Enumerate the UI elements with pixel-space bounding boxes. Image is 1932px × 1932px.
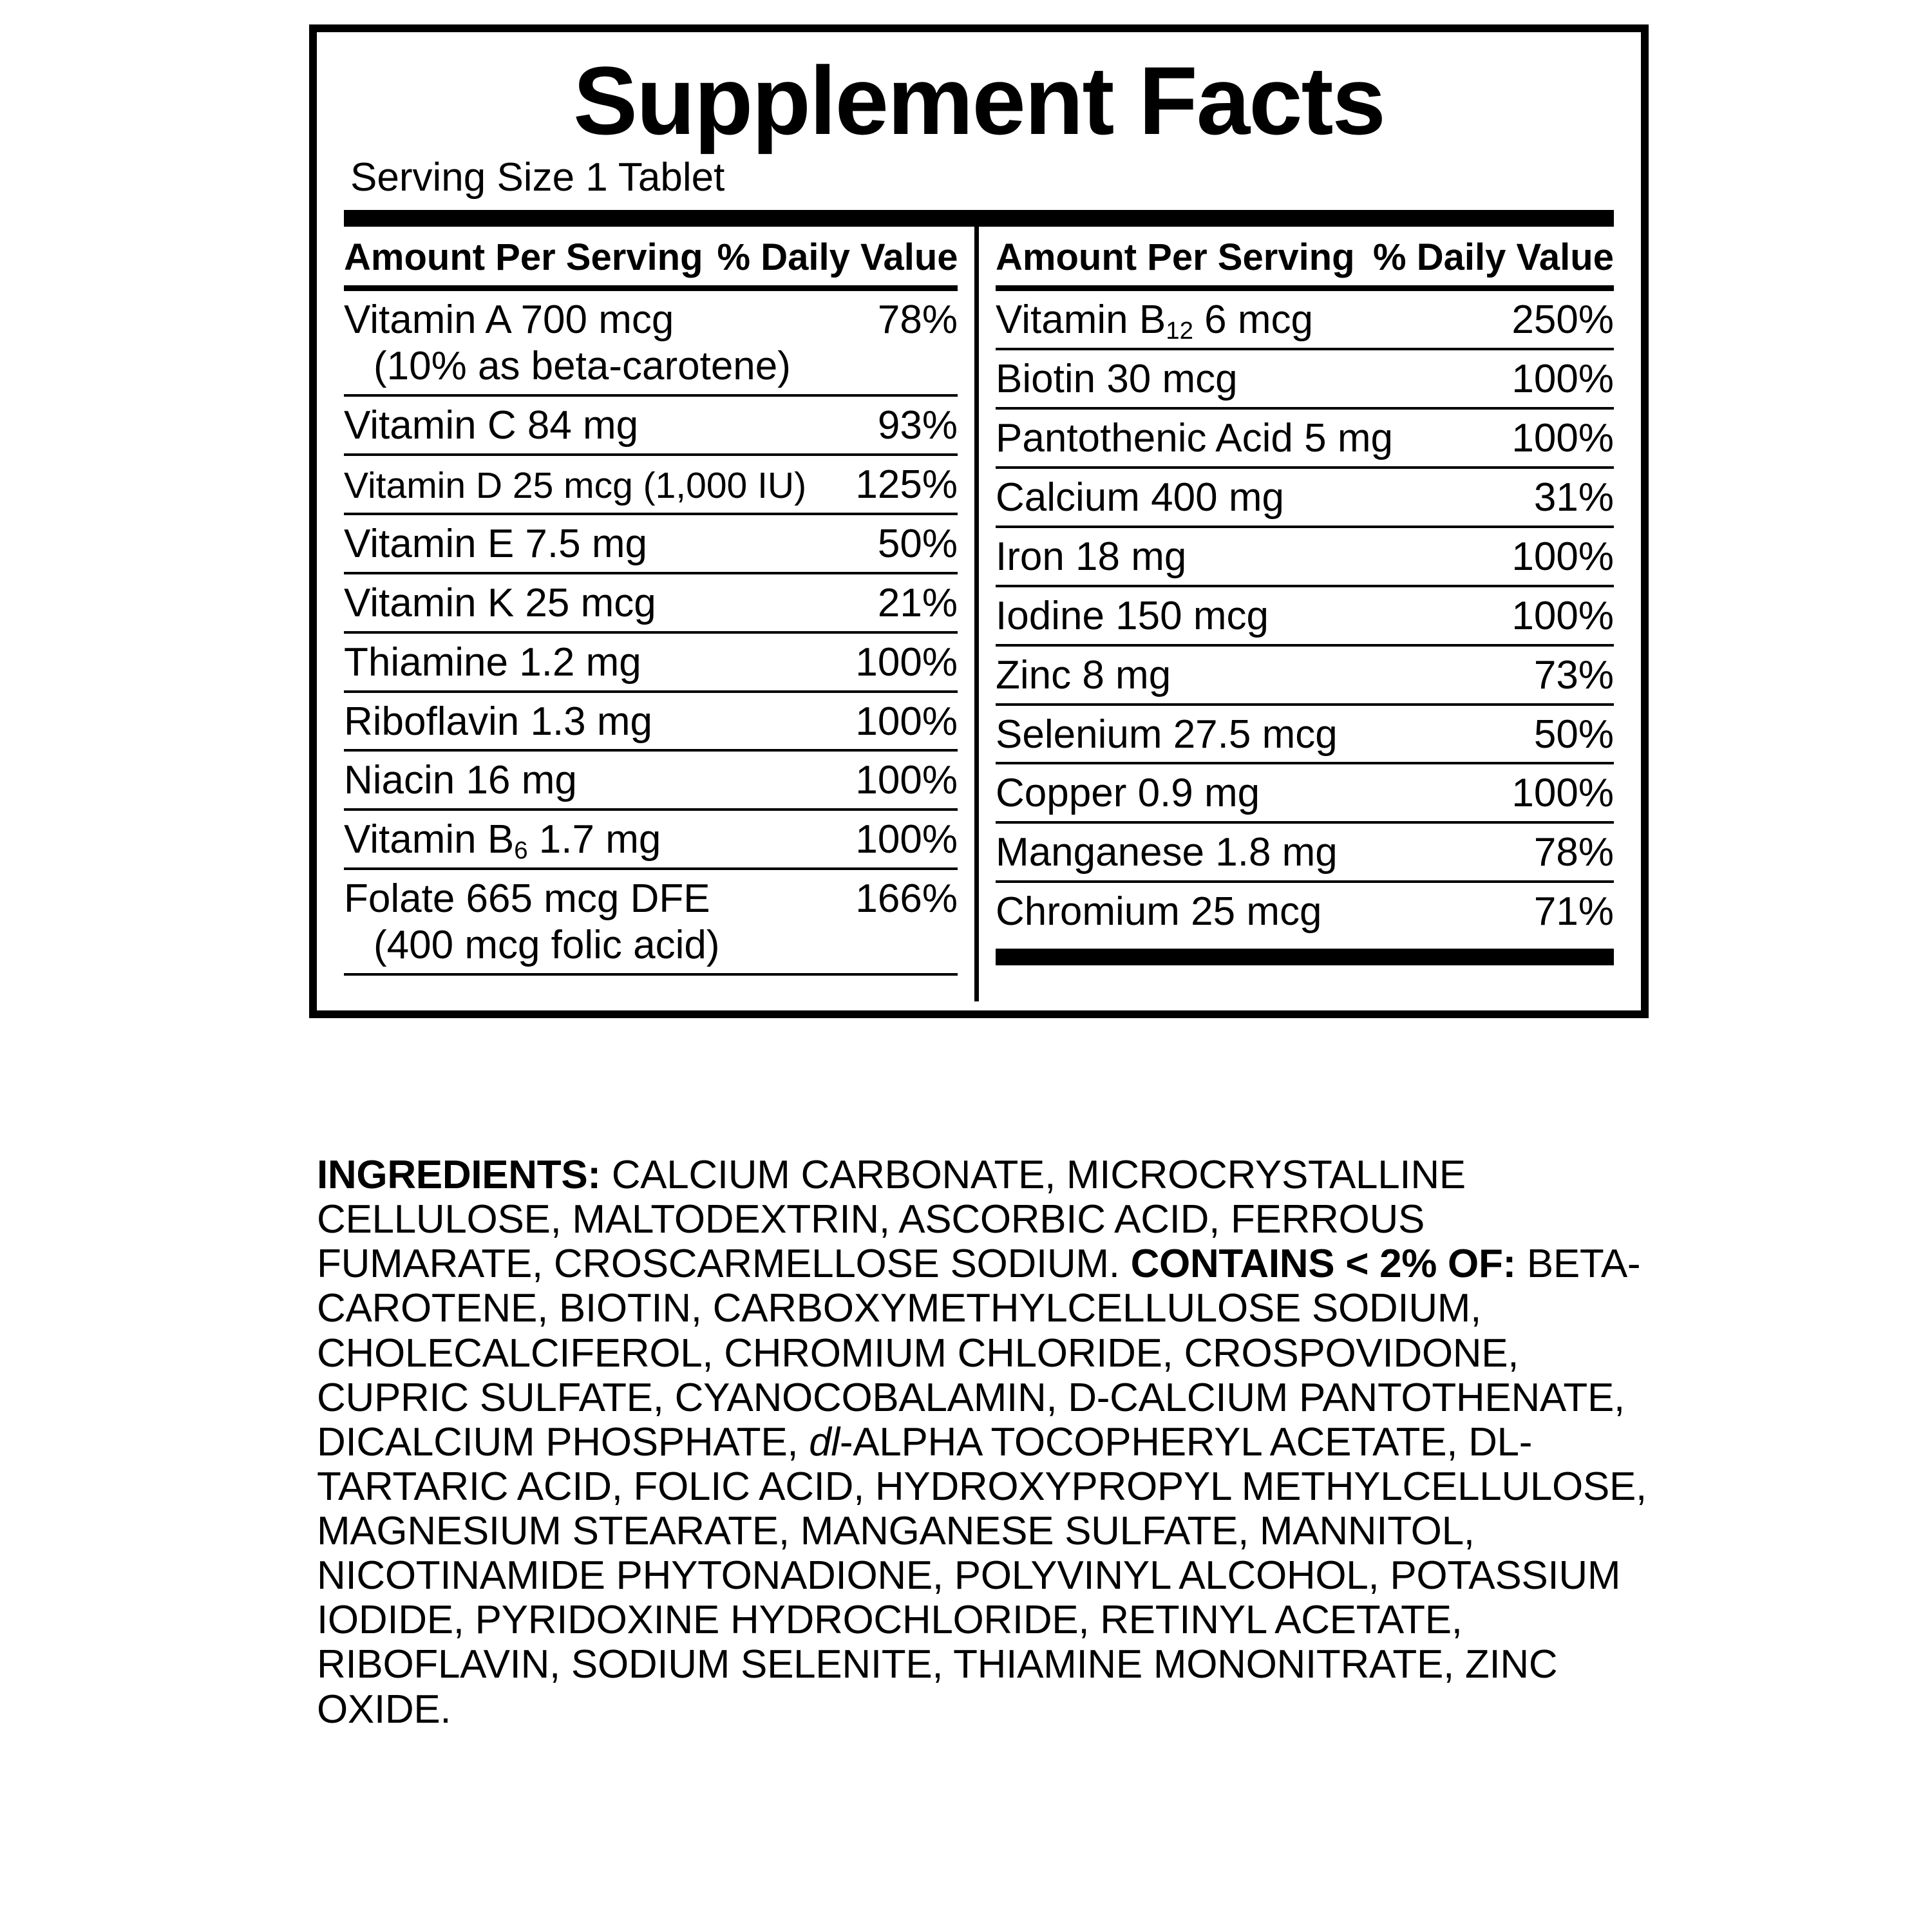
table-row xyxy=(996,587,1614,647)
nutrient-dv: 100% xyxy=(1511,357,1614,402)
nutrient-name: Vitamin K 25 mcg xyxy=(344,580,656,625)
daily-value-header: % Daily Value xyxy=(1373,236,1614,279)
nutrient-name: Vitamin D 25 mcg (1,000 IU) xyxy=(344,464,807,506)
table-row xyxy=(996,883,1614,940)
contains-less-than-2-percent-label: CONTAINS < 2% OF: xyxy=(1130,1242,1516,1287)
table-row xyxy=(996,764,1614,824)
nutrient-name-subscript: 12 xyxy=(1166,316,1193,345)
nutrient-name-suffix: 6 mcg xyxy=(1193,298,1314,343)
nutrient-name-prefix: Vitamin B xyxy=(996,298,1166,343)
nutrient-dv: 71% xyxy=(1533,889,1614,934)
nutrient-name: Copper 0.9 mg xyxy=(996,771,1260,816)
nutrient-name: Vitamin A 700 mcg xyxy=(344,298,674,343)
ingredients-italic-term: dl xyxy=(809,1419,840,1464)
nutrient-name: Folate 665 mcg DFE xyxy=(344,876,710,922)
amount-per-serving-header: Amount Per Serving xyxy=(996,236,1355,279)
nutrient-dv: 93% xyxy=(877,403,958,448)
nutrient-name-suffix: 1.7 mg xyxy=(527,817,661,862)
nutrient-dv: 100% xyxy=(1511,416,1614,460)
page-title: Supplement Facts xyxy=(573,46,1385,155)
nutrient-name: Iron 18 mg xyxy=(996,534,1187,579)
table-row xyxy=(344,515,958,574)
nutrient-dv: 78% xyxy=(1533,830,1614,875)
ingredients-paragraph xyxy=(317,1153,1650,1732)
nutrient-name xyxy=(344,817,840,863)
ingredients-part1: CALCIUM CARBONATE, MICROCRYSTALLINE CELLULOSE, MALTODEXTRIN, ASCORBIC ACID, FERROUS FUMARATE, CROSCARMELLOSE SODIUM. xyxy=(317,1153,1466,1287)
table-row xyxy=(344,574,958,634)
table-row xyxy=(344,456,958,515)
nutrient-columns xyxy=(344,227,1614,1001)
nutrient-dv: 100% xyxy=(855,639,958,685)
table-row xyxy=(996,647,1614,706)
nutrient-name: Vitamin E 7.5 mg xyxy=(344,521,647,566)
nutrient-name-prefix: Vitamin B xyxy=(344,817,515,862)
nutrient-name: Riboflavin 1.3 mg xyxy=(344,699,653,744)
nutrient-name: Zinc 8 mg xyxy=(996,652,1171,697)
table-row xyxy=(344,870,958,976)
nutrient-dv: 100% xyxy=(855,699,958,744)
serving-size: Serving Size 1 Tablet xyxy=(350,155,725,200)
left-column-spacer xyxy=(344,985,958,1001)
nutrient-name-subscript: 6 xyxy=(514,836,528,864)
column-header-left xyxy=(344,227,958,291)
ingredients-part2: BETA-CAROTENE, BIOTIN, CARBOXYMETHYLCELLULOSE SODIUM, CHOLECALCIFEROL, CHROMIUM CHLORIDE, CROSPOVIDONE, CUPRIC SULFATE, CYANOCOBALAMIN, D-CALCIUM PANTOTHENATE, DICALCIUM PHOSPHATE, xyxy=(317,1242,1641,1464)
nutrient-name: Pantothenic Acid 5 mg xyxy=(996,416,1393,460)
table-row xyxy=(344,291,958,397)
nutrient-dv: 78% xyxy=(877,298,958,343)
nutrient-dv: 50% xyxy=(1533,712,1614,757)
nutrient-dv: 50% xyxy=(877,521,958,566)
table-row xyxy=(996,291,1614,350)
ingredients-label: INGREDIENTS: xyxy=(317,1153,601,1197)
nutrient-dv: 100% xyxy=(855,758,958,803)
nutrient-name: Calcium 400 mg xyxy=(996,475,1284,520)
nutrient-dv: 166% xyxy=(855,876,958,922)
nutrient-dv: 73% xyxy=(1533,652,1614,697)
table-row xyxy=(344,752,958,811)
column-header-right xyxy=(996,227,1614,291)
nutrient-subline: (10% as beta-carotene) xyxy=(374,344,791,389)
nutrient-dv: 100% xyxy=(1511,771,1614,816)
header-divider xyxy=(344,210,1614,227)
nutrient-dv: 100% xyxy=(1511,593,1614,638)
right-column-end-bar xyxy=(996,949,1614,965)
nutrient-dv: 125% xyxy=(855,462,958,507)
nutrient-dv: 100% xyxy=(855,817,958,862)
nutrient-name: Thiamine 1.2 mg xyxy=(344,639,641,685)
nutrient-dv: 250% xyxy=(1511,298,1614,343)
nutrient-name: Selenium 27.5 mcg xyxy=(996,712,1338,757)
table-row xyxy=(344,397,958,456)
table-row xyxy=(344,693,958,752)
nutrient-dv: 100% xyxy=(1511,534,1614,579)
nutrient-column-left xyxy=(344,227,979,1001)
nutrient-dv: 31% xyxy=(1533,475,1614,520)
table-row xyxy=(344,811,958,870)
table-row xyxy=(996,528,1614,587)
daily-value-header: % Daily Value xyxy=(717,236,958,279)
nutrient-name: Chromium 25 mcg xyxy=(996,889,1322,934)
table-row xyxy=(996,824,1614,883)
amount-per-serving-header: Amount Per Serving xyxy=(344,236,703,279)
table-row xyxy=(996,469,1614,528)
table-row xyxy=(996,706,1614,765)
nutrient-name: Vitamin C 84 mg xyxy=(344,403,639,448)
nutrient-column-right xyxy=(979,227,1614,1001)
nutrient-name xyxy=(996,297,1496,343)
nutrient-name: Iodine 150 mcg xyxy=(996,593,1269,638)
nutrient-dv: 21% xyxy=(877,580,958,625)
nutrient-name: Biotin 30 mcg xyxy=(996,357,1238,402)
nutrient-subline: (400 mcg folic acid) xyxy=(374,923,720,968)
table-row xyxy=(344,634,958,693)
table-row xyxy=(996,410,1614,469)
nutrient-name: Manganese 1.8 mg xyxy=(996,830,1338,875)
table-row xyxy=(996,350,1614,410)
ingredients-part3: -ALPHA TOCOPHERYL ACETATE, DL-TARTARIC ACID, FOLIC ACID, HYDROXYPROPYL METHYLCELLULOSE, MAGNESIUM STEARATE, MANGANESE SULFATE, MANNITOL, NICOTINAMIDE PHYTONADIONE, POLYVINYL ALCOHOL, POTASSIUM IODIDE, PYRIDOXINE HYDROCHLORIDE, RETINYL ACETATE, RIBOFLAVIN, SODIUM SELENITE, THIAMINE MONONITRATE, ZINC OXIDE. xyxy=(317,1419,1647,1732)
supplement-facts-panel xyxy=(309,24,1649,1018)
nutrient-name: Niacin 16 mg xyxy=(344,758,577,803)
